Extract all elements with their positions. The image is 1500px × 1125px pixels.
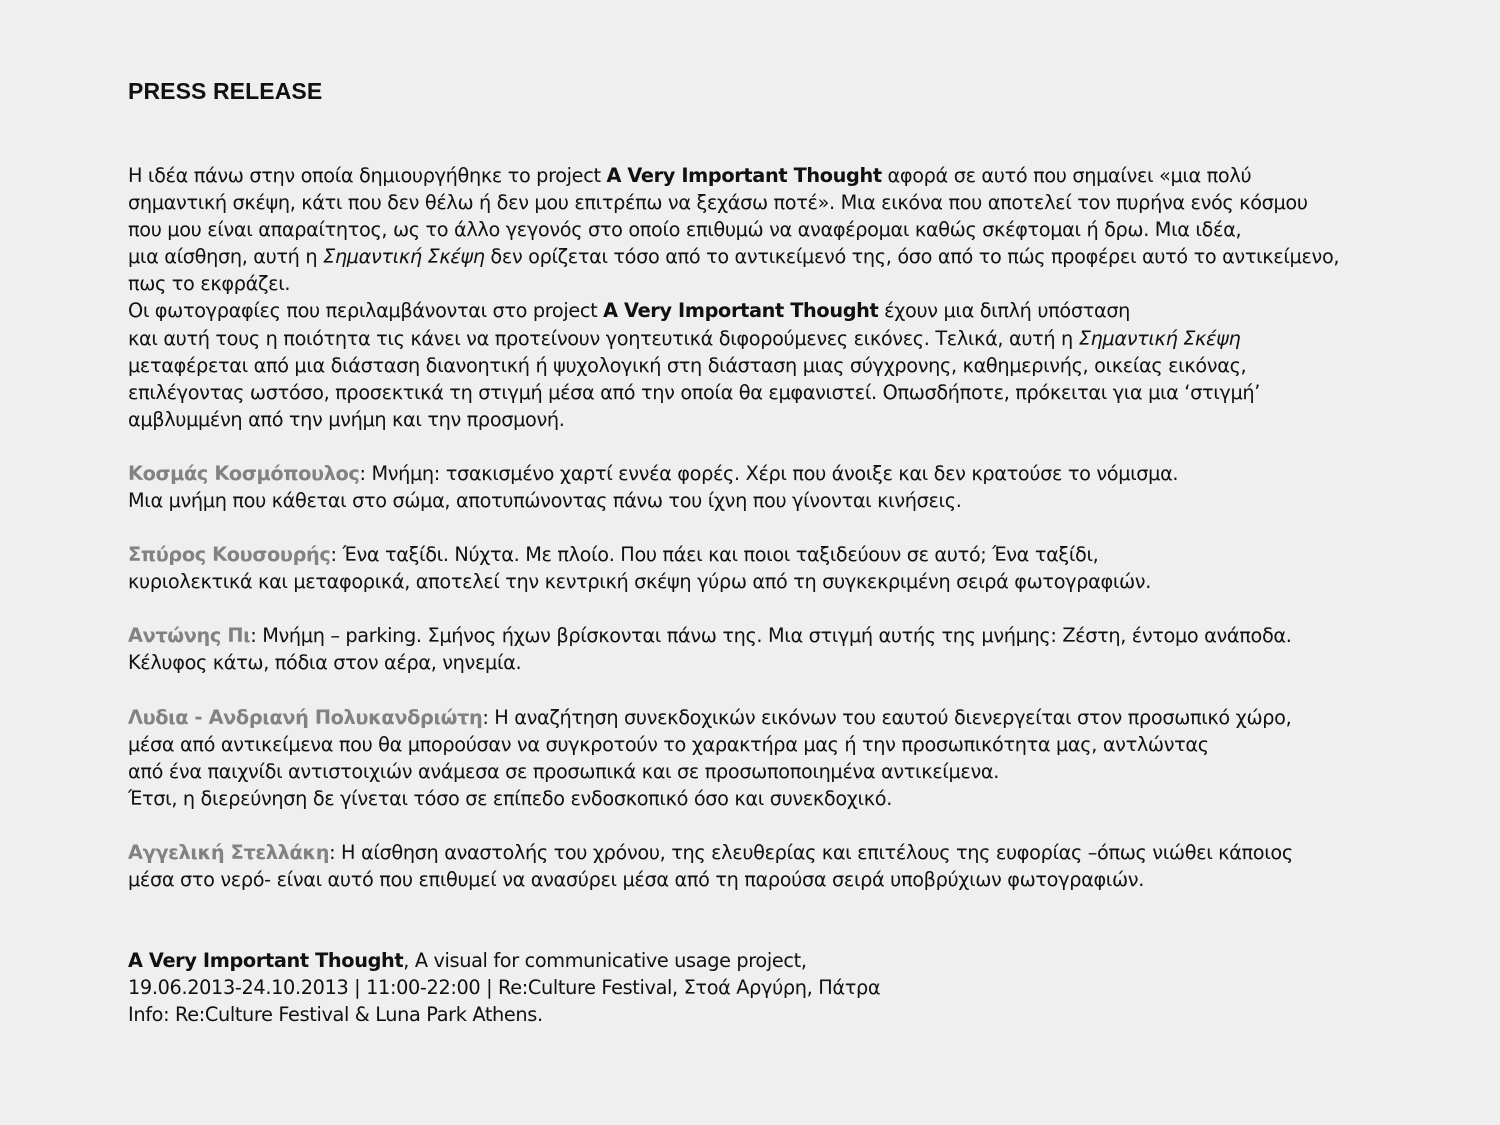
event-info-line: Info: Re:Culture Festival & Luna Park Athens. — [128, 1003, 543, 1027]
event-dates: 19.06.2013-24.10.2013 | 11:00-22:00 | Re:Culture Festival, Στοά Αργύρη, Πάτρα — [128, 976, 881, 1000]
event-info: A Very Important Thought, A visual for communicative usage project, 19.06.2013-24.10.2013 | 11:00-22:00 | Re:Culture Festival, Στοά Αργύρη, Πάτρα Info: Re:Culture Festival & Luna Park Athens. — [128, 947, 1458, 1028]
important-thought-italic: Σημαντική Σκέψη — [322, 245, 485, 269]
artist-name: Κοσμάς Κοσμόπουλος — [128, 461, 360, 485]
artist-name: Αγγελική Στελλάκη — [128, 840, 330, 864]
project-name: A Very Important Thought — [606, 164, 882, 187]
important-thought-italic: Σημαντική Σκέψη — [1078, 326, 1241, 350]
intro-line: σημαντική σκέψη, κάτι που δεν θέλω ή δεν μου επιτρέπω να ξεχάσω ποτέ». Μια εικόνα που αποτελεί τον πυρήνα ενός κόσμου — [128, 191, 1308, 215]
page-title: PRESS RELEASE — [128, 78, 323, 104]
artist-entry: Αγγελική Στελλάκη: Η αίσθηση αναστολής του χρόνου, της ελευθερίας και επιτέλους της ευφορίας –όπως νιώθει κάποιος μέσα στο νερό- είναι αυτό που επιθυμεί να ανασύρει μέσα από τη παρούσα σειρά υποβρύχιων φωτογραφιών. — [128, 840, 1293, 891]
artist-entry: Λυδια - Ανδριανή Πολυκανδριώτη: Η αναζήτηση συνεκδοχικών εικόνων του εαυτού διενεργείται στον προσωπικό χώρο, μέσα από αντικείμενα που θα μπορούσαν να συγκροτούν το χαρακτήρα μας ή την προσωπικότητα μας, αντλώντας από ένα παιχνίδι αντιστοιχιών ανάμεσα σε προσωπικά και σε προσωποποιημένα αντικείμενα. Έτσι, η διερεύνηση δε γίνεται τόσο σε επίπεδο ενδοσκοπικό όσο και συνεκδοχικό. — [128, 705, 1292, 810]
artist-entry: Κοσμάς Κοσμόπουλος: Μνήμη: τσακισμένο χαρτί εννέα φορές. Χέρι που άνοιξε και δεν κρατούσε το νόμισμα. Μια μνήμη που κάθεται στο σώμα, αποτυπώνοντας πάνω του ίχνη που γίνονται κινήσεις. — [128, 461, 1179, 513]
intro-line: μια αίσθηση, αυτή η Σημαντική Σκέψη δεν ορίζεται τόσο από το αντικείμενό της, όσο από το πώς προφέρει αυτό το αντικείμενο, — [128, 245, 1340, 269]
project-name: A Very Important Thought — [603, 299, 879, 323]
intro-line: Η ιδέα πάνω στην οποία δημιουργήθηκε το project A Very Important Thought αφορά σε αυτό που σημαίνει «μια πολύ — [128, 164, 1252, 187]
artist-entry: Σπύρος Κουσουρής: Ένα ταξίδι. Νύχτα. Με πλοίο. Που πάει και ποιοι ταξιδεύουν σε αυτό; Ένα ταξίδι, κυριολεκτικά και μεταφορικά, αποτελεί την κεντρική σκέψη γύρω από τη συγκεκριμένη σειρά φωτογραφιών. — [128, 543, 1151, 594]
intro-line: πως το εκφράζει. — [128, 272, 291, 296]
intro-line: αμβλυμμένη από την μνήμη και την προσμονή. — [128, 407, 565, 431]
press-release-page — [128, 76, 1458, 1028]
intro-line: και αυτή τους η ποιότητα τις κάνει να προτείνουν γοητευτικά διφορούμενες εικόνες. Τελικά, αυτή η Σημαντική Σκέψη — [128, 326, 1241, 350]
intro-line: μεταφέρεται από μια διάσταση διανοητική ή ψυχολογική στη διάσταση μιας σύγχρονης, καθημερινής, οικείας εικόνας, — [128, 353, 1247, 377]
project-name: A Very Important Thought — [128, 949, 404, 973]
artist-entry: Αντώνης Πι: Μνήμη – parking. Σμήνος ήχων βρίσκονται πάνω της. Μια στιγμή αυτής της μνήμης: Ζέστη, έντομο ανάποδα. Κέλυφος κάτω, πόδια στον αέρα, νηνεμία. — [128, 624, 1292, 675]
artist-name: Λυδια - Ανδριανή Πολυκανδριώτη — [128, 705, 483, 729]
intro-line: Οι φωτογραφίες που περιλαμβάνονται στο project A Very Important Thought έχουν μια διπλή υπόσταση — [128, 299, 1131, 323]
intro-line: που μου είναι απαραίτητος, ως το άλλο γεγονός στο οποίο επιθυμώ να αναφέρομαι καθώς σκέφτομαι ή δρω. Μια ιδέα, — [128, 218, 1242, 242]
artist-name: Σπύρος Κουσουρής — [128, 543, 331, 567]
artist-name: Αντώνης Πι — [128, 624, 251, 648]
intro-line: επιλέγοντας ωστόσο, προσεκτικά τη στιγμή μέσα από την οποία θα εμφανιστεί. Οπωσδήποτε, πρόκειται για μια ‘στιγμή’ — [128, 380, 1261, 404]
intro-paragraph — [128, 162, 1458, 433]
